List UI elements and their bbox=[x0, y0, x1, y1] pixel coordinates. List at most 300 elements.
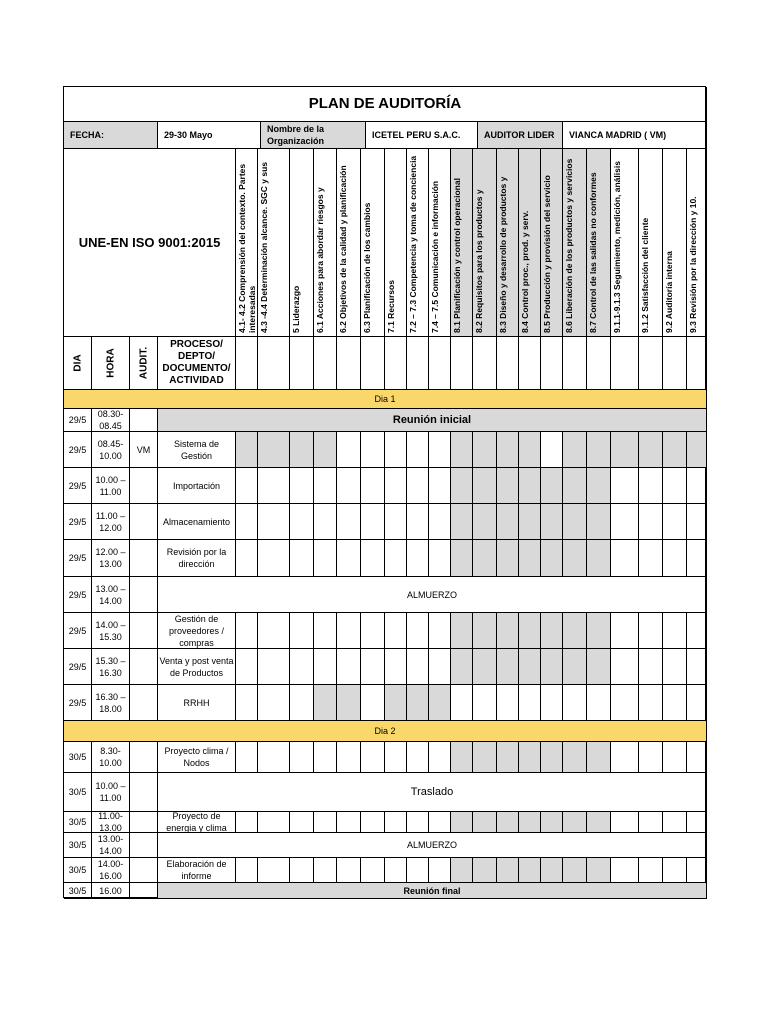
clause-cell bbox=[611, 685, 639, 721]
clause-cell bbox=[451, 812, 473, 833]
clause-cell bbox=[451, 468, 473, 504]
clause-label: 8.2 Requisitos para los productos y bbox=[474, 189, 484, 333]
clause-header bbox=[451, 149, 473, 337]
clause-cell bbox=[587, 432, 611, 468]
clause-cell bbox=[497, 432, 519, 468]
clause-cell bbox=[519, 812, 541, 833]
clause-cell bbox=[541, 649, 563, 685]
clause-header bbox=[611, 149, 639, 337]
col-hora bbox=[92, 337, 130, 390]
clause-cell bbox=[563, 649, 587, 685]
clause-cell bbox=[290, 812, 314, 833]
clause-cell bbox=[473, 432, 497, 468]
clause-cell bbox=[497, 858, 519, 883]
clause-cell bbox=[687, 858, 707, 883]
clause-cell bbox=[541, 613, 563, 649]
clause-cell bbox=[611, 613, 639, 649]
standard-label: UNE-EN ISO 9001:2015 bbox=[64, 149, 236, 337]
clause-cell bbox=[314, 540, 337, 577]
row-hora: 16.30 – 18.00 bbox=[92, 685, 130, 721]
clause-cell bbox=[663, 742, 687, 773]
clause-cell bbox=[385, 540, 407, 577]
col-audit-label: AUDIT. bbox=[138, 346, 149, 380]
clause-cell bbox=[258, 432, 290, 468]
clause-cell bbox=[385, 742, 407, 773]
clause-cell bbox=[541, 812, 563, 833]
clause-cell bbox=[687, 812, 707, 833]
clause-cell bbox=[429, 504, 451, 540]
clause-cell bbox=[663, 649, 687, 685]
clause-cell bbox=[236, 468, 258, 504]
clause-cell bbox=[290, 613, 314, 649]
clause-cell bbox=[385, 613, 407, 649]
clause-cell bbox=[361, 742, 385, 773]
clause-cell bbox=[611, 432, 639, 468]
clause-cell bbox=[473, 540, 497, 577]
clause-cell bbox=[473, 858, 497, 883]
clause-cell bbox=[587, 337, 611, 390]
clause-label: 7.4 – 7.5 Comunicación e información bbox=[430, 180, 440, 333]
clause-cell bbox=[497, 685, 519, 721]
row-proceso: Venta y post venta de Productos bbox=[158, 649, 236, 685]
clause-header bbox=[473, 149, 497, 337]
row-hora: 16.00 bbox=[92, 883, 130, 899]
clause-cell bbox=[407, 432, 429, 468]
clause-cell bbox=[451, 858, 473, 883]
clause-cell bbox=[687, 504, 707, 540]
clause-cell bbox=[563, 685, 587, 721]
clause-cell bbox=[236, 649, 258, 685]
clause-cell bbox=[451, 742, 473, 773]
clause-cell bbox=[663, 337, 687, 390]
row-hora: 08.45- 10.00 bbox=[92, 432, 130, 468]
clause-header bbox=[663, 149, 687, 337]
row-proceso: Revisión por la dirección bbox=[158, 540, 236, 577]
clause-cell bbox=[236, 812, 258, 833]
row-hora: 14.00- 16.00 bbox=[92, 858, 130, 883]
row-proceso: Proyecto clima / Nodos bbox=[158, 742, 236, 773]
clause-cell bbox=[385, 432, 407, 468]
merged-activity: Reunión inicial bbox=[158, 409, 707, 432]
clause-label: 9.1.1-9.1.3 Seguimiento, medición, análisis bbox=[612, 161, 622, 333]
clause-cell bbox=[429, 812, 451, 833]
clause-cell bbox=[258, 649, 290, 685]
clause-header bbox=[497, 149, 519, 337]
merged-activity: ALMUERZO bbox=[158, 577, 707, 613]
clause-cell bbox=[451, 649, 473, 685]
clause-cell bbox=[587, 858, 611, 883]
clause-cell bbox=[473, 742, 497, 773]
clause-header bbox=[563, 149, 587, 337]
row-dia: 30/5 bbox=[64, 773, 92, 812]
clause-header bbox=[258, 149, 290, 337]
clause-cell bbox=[337, 742, 361, 773]
col-proceso: PROCESO/ DEPTO/ DOCUMENTO/ ACTIVIDAD bbox=[158, 337, 236, 390]
clause-cell bbox=[236, 540, 258, 577]
clause-cell bbox=[563, 432, 587, 468]
row-audit bbox=[130, 613, 158, 649]
clause-cell bbox=[407, 812, 429, 833]
clause-header bbox=[337, 149, 361, 337]
clause-label: 8.3 Diseño y desarrollo de productos y bbox=[498, 176, 508, 333]
clause-cell bbox=[687, 432, 707, 468]
clause-cell bbox=[519, 685, 541, 721]
row-hora: 11.00- 13.00 bbox=[92, 812, 130, 833]
clause-cell bbox=[563, 504, 587, 540]
clause-cell bbox=[473, 812, 497, 833]
clause-cell bbox=[407, 468, 429, 504]
col-hora-label: HORA bbox=[105, 348, 116, 378]
merged-activity: Traslado bbox=[158, 773, 707, 812]
clause-cell bbox=[497, 504, 519, 540]
clause-cell bbox=[541, 337, 563, 390]
clause-cell bbox=[407, 649, 429, 685]
clause-cell bbox=[587, 742, 611, 773]
clause-cell bbox=[236, 742, 258, 773]
clause-cell bbox=[639, 432, 663, 468]
clause-cell bbox=[519, 468, 541, 504]
clause-cell bbox=[519, 432, 541, 468]
clause-cell bbox=[473, 468, 497, 504]
org-label: Nombre de la Organización bbox=[261, 122, 366, 149]
clause-cell bbox=[337, 540, 361, 577]
clause-cell bbox=[258, 742, 290, 773]
clause-cell bbox=[258, 858, 290, 883]
clause-cell bbox=[314, 649, 337, 685]
clause-cell bbox=[236, 613, 258, 649]
clause-header bbox=[519, 149, 541, 337]
clause-cell bbox=[519, 613, 541, 649]
clause-cell bbox=[290, 649, 314, 685]
clause-cell bbox=[611, 858, 639, 883]
clause-label: 6.2 Objetivos de la calidad y planificación bbox=[338, 165, 348, 333]
clause-cell bbox=[290, 468, 314, 504]
clause-cell bbox=[361, 685, 385, 721]
clause-cell bbox=[611, 742, 639, 773]
clause-cell bbox=[663, 540, 687, 577]
row-audit bbox=[130, 742, 158, 773]
clause-header bbox=[587, 149, 611, 337]
clause-cell bbox=[314, 858, 337, 883]
clause-header bbox=[314, 149, 337, 337]
clause-cell bbox=[519, 504, 541, 540]
row-dia: 29/5 bbox=[64, 613, 92, 649]
clause-cell bbox=[337, 812, 361, 833]
row-dia: 30/5 bbox=[64, 742, 92, 773]
clause-cell bbox=[663, 685, 687, 721]
clause-cell bbox=[541, 742, 563, 773]
clause-cell bbox=[429, 685, 451, 721]
clause-cell bbox=[258, 685, 290, 721]
clause-cell bbox=[541, 468, 563, 504]
fecha-label: FECHA: bbox=[64, 122, 158, 149]
clause-cell bbox=[236, 685, 258, 721]
clause-cell bbox=[385, 685, 407, 721]
clause-header bbox=[429, 149, 451, 337]
row-audit bbox=[130, 812, 158, 833]
row-dia: 29/5 bbox=[64, 540, 92, 577]
clause-cell bbox=[258, 468, 290, 504]
clause-cell bbox=[290, 432, 314, 468]
clause-cell bbox=[407, 540, 429, 577]
clause-cell bbox=[385, 649, 407, 685]
clause-cell bbox=[290, 858, 314, 883]
clause-cell bbox=[236, 432, 258, 468]
clause-cell bbox=[290, 504, 314, 540]
clause-cell bbox=[407, 337, 429, 390]
clause-header bbox=[639, 149, 663, 337]
day-2-band: Dia 2 bbox=[64, 721, 707, 742]
clause-cell bbox=[563, 613, 587, 649]
clause-label: 4.1- 4.2 Comprensión del contexto. Partes interesadas bbox=[237, 163, 257, 333]
row-hora: 10.00 – 11.00 bbox=[92, 773, 130, 812]
clause-cell bbox=[451, 337, 473, 390]
clause-cell bbox=[314, 432, 337, 468]
row-dia: 29/5 bbox=[64, 432, 92, 468]
clause-cell bbox=[663, 613, 687, 649]
clause-cell bbox=[337, 649, 361, 685]
clause-cell bbox=[519, 649, 541, 685]
row-dia: 29/5 bbox=[64, 577, 92, 613]
row-dia: 29/5 bbox=[64, 409, 92, 432]
clause-cell bbox=[451, 685, 473, 721]
row-audit bbox=[130, 833, 158, 858]
clause-cell bbox=[587, 504, 611, 540]
row-proceso: Gestión de proveedores / compras bbox=[158, 613, 236, 649]
clause-cell bbox=[314, 685, 337, 721]
clause-cell bbox=[473, 613, 497, 649]
clause-cell bbox=[337, 432, 361, 468]
row-audit bbox=[130, 773, 158, 812]
clause-label: 6.1 Acciones para abordar riesgos y bbox=[315, 187, 325, 333]
row-dia: 29/5 bbox=[64, 649, 92, 685]
row-audit: VM bbox=[130, 432, 158, 468]
row-audit bbox=[130, 577, 158, 613]
clause-cell bbox=[663, 812, 687, 833]
clause-cell bbox=[361, 540, 385, 577]
clause-cell bbox=[687, 540, 707, 577]
clause-header bbox=[541, 149, 563, 337]
clause-cell bbox=[451, 504, 473, 540]
clause-cell bbox=[611, 540, 639, 577]
clause-cell bbox=[385, 812, 407, 833]
clause-cell bbox=[473, 649, 497, 685]
clause-cell bbox=[563, 540, 587, 577]
clause-cell bbox=[314, 812, 337, 833]
clause-cell bbox=[337, 468, 361, 504]
clause-cell bbox=[563, 337, 587, 390]
clause-label: 7.1 Recursos bbox=[386, 280, 396, 333]
clause-cell bbox=[519, 742, 541, 773]
clause-cell bbox=[497, 337, 519, 390]
clause-cell bbox=[611, 649, 639, 685]
clause-cell bbox=[639, 858, 663, 883]
clause-label: 8.7 Control de las salidas no conformes bbox=[588, 172, 598, 333]
merged-activity: Reunión final bbox=[158, 883, 707, 899]
clause-cell bbox=[429, 613, 451, 649]
clause-cell bbox=[611, 504, 639, 540]
clause-cell bbox=[639, 613, 663, 649]
clause-cell bbox=[541, 858, 563, 883]
clause-cell bbox=[337, 504, 361, 540]
row-dia: 29/5 bbox=[64, 468, 92, 504]
clause-cell bbox=[361, 649, 385, 685]
clause-cell bbox=[687, 613, 707, 649]
clause-cell bbox=[639, 540, 663, 577]
clause-cell bbox=[385, 337, 407, 390]
clause-cell bbox=[639, 812, 663, 833]
row-audit bbox=[130, 883, 158, 899]
clause-cell bbox=[407, 742, 429, 773]
clause-cell bbox=[497, 649, 519, 685]
clause-cell bbox=[611, 337, 639, 390]
clause-cell bbox=[639, 742, 663, 773]
clause-cell bbox=[361, 468, 385, 504]
clause-cell bbox=[290, 337, 314, 390]
clause-cell bbox=[337, 337, 361, 390]
clause-cell bbox=[429, 540, 451, 577]
clause-cell bbox=[337, 858, 361, 883]
clause-cell bbox=[663, 504, 687, 540]
clause-cell bbox=[361, 812, 385, 833]
clause-cell bbox=[407, 858, 429, 883]
clause-label: 9.2 Auditoría interna bbox=[664, 251, 674, 333]
clause-cell bbox=[429, 858, 451, 883]
clause-cell bbox=[611, 468, 639, 504]
col-audit bbox=[130, 337, 158, 390]
clause-label: 8.4 Control proc., prod. y serv. bbox=[520, 210, 530, 333]
clause-cell bbox=[429, 742, 451, 773]
col-dia bbox=[64, 337, 92, 390]
row-audit bbox=[130, 649, 158, 685]
clause-label: 6.3 Planificación de los cambios bbox=[362, 202, 372, 333]
clause-cell bbox=[314, 504, 337, 540]
clause-cell bbox=[314, 742, 337, 773]
clause-cell bbox=[407, 613, 429, 649]
clause-cell bbox=[639, 649, 663, 685]
clause-cell bbox=[687, 685, 707, 721]
row-hora: 08.30- 08.45 bbox=[92, 409, 130, 432]
clause-header bbox=[290, 149, 314, 337]
clause-cell bbox=[639, 504, 663, 540]
clause-label: 7.2 – 7.3 Competencia y toma de conciencia bbox=[408, 155, 418, 333]
row-hora: 11.00 – 12.00 bbox=[92, 504, 130, 540]
clause-cell bbox=[563, 858, 587, 883]
clause-cell bbox=[290, 685, 314, 721]
clause-cell bbox=[361, 858, 385, 883]
clause-label: 9.1.2 Satisfacción del cliente bbox=[640, 217, 650, 333]
row-proceso: Almacenamiento bbox=[158, 504, 236, 540]
clause-cell bbox=[473, 337, 497, 390]
clause-cell bbox=[258, 337, 290, 390]
col-dia-label: DIA bbox=[72, 354, 83, 372]
clause-cell bbox=[290, 540, 314, 577]
row-hora: 13.00- 14.00 bbox=[92, 833, 130, 858]
row-dia: 30/5 bbox=[64, 812, 92, 833]
clause-cell bbox=[563, 468, 587, 504]
row-hora: 10.00 – 11.00 bbox=[92, 468, 130, 504]
row-audit bbox=[130, 409, 158, 432]
clause-cell bbox=[497, 812, 519, 833]
row-dia: 30/5 bbox=[64, 833, 92, 858]
page-title: PLAN DE AUDITORÍA bbox=[64, 87, 707, 122]
row-audit bbox=[130, 685, 158, 721]
clause-cell bbox=[519, 540, 541, 577]
clause-header bbox=[687, 149, 707, 337]
clause-cell bbox=[663, 468, 687, 504]
clause-cell bbox=[258, 613, 290, 649]
clause-cell bbox=[236, 337, 258, 390]
clause-cell bbox=[337, 613, 361, 649]
clause-cell bbox=[258, 540, 290, 577]
clause-cell bbox=[663, 858, 687, 883]
clause-label: 8.6 Liberación de los productos y servicios bbox=[564, 158, 574, 333]
clause-cell bbox=[587, 468, 611, 504]
clause-cell bbox=[497, 540, 519, 577]
clause-cell bbox=[314, 468, 337, 504]
clause-cell bbox=[290, 742, 314, 773]
row-audit bbox=[130, 504, 158, 540]
clause-cell bbox=[587, 613, 611, 649]
row-dia: 30/5 bbox=[64, 883, 92, 899]
clause-cell bbox=[587, 685, 611, 721]
clause-cell bbox=[451, 613, 473, 649]
row-hora: 12.00 – 13.00 bbox=[92, 540, 130, 577]
clause-cell bbox=[361, 504, 385, 540]
row-dia: 29/5 bbox=[64, 685, 92, 721]
clause-cell bbox=[236, 858, 258, 883]
clause-cell bbox=[361, 337, 385, 390]
clause-cell bbox=[639, 468, 663, 504]
row-dia: 30/5 bbox=[64, 858, 92, 883]
org-value: ICETEL PERU S.A.C. bbox=[366, 122, 478, 149]
clause-cell bbox=[639, 337, 663, 390]
clause-label: 8.1 Planificación y control operacional bbox=[452, 178, 462, 333]
clause-label: 5 Liderazgo bbox=[291, 285, 301, 333]
row-proceso: Proyecto de energia y clima bbox=[158, 812, 236, 833]
clause-cell bbox=[541, 504, 563, 540]
clause-label: 4.3 -4.4 Determinación alcance. SGC y sus bbox=[259, 161, 269, 333]
clause-cell bbox=[497, 742, 519, 773]
row-audit bbox=[130, 858, 158, 883]
clause-cell bbox=[407, 504, 429, 540]
clause-cell bbox=[663, 432, 687, 468]
clause-cell bbox=[687, 337, 707, 390]
clause-cell bbox=[361, 613, 385, 649]
clause-cell bbox=[451, 540, 473, 577]
clause-cell bbox=[541, 540, 563, 577]
clause-cell bbox=[361, 432, 385, 468]
clause-label: 9.3 Revisión por la dirección y 10. bbox=[688, 196, 698, 333]
clause-cell bbox=[385, 468, 407, 504]
clause-cell bbox=[429, 337, 451, 390]
clause-cell bbox=[563, 742, 587, 773]
clause-cell bbox=[258, 504, 290, 540]
clause-cell bbox=[639, 685, 663, 721]
fecha-value: 29-30 Mayo bbox=[158, 122, 261, 149]
clause-cell bbox=[497, 613, 519, 649]
row-hora: 14.00 – 15.30 bbox=[92, 613, 130, 649]
clause-cell bbox=[337, 685, 361, 721]
clause-cell bbox=[385, 504, 407, 540]
clause-cell bbox=[541, 432, 563, 468]
row-proceso: Importación bbox=[158, 468, 236, 504]
day-1-band: Dia 1 bbox=[64, 390, 707, 409]
row-proceso: RRHH bbox=[158, 685, 236, 721]
clause-cell bbox=[314, 337, 337, 390]
audit-plan-sheet bbox=[63, 86, 706, 898]
clause-cell bbox=[687, 468, 707, 504]
